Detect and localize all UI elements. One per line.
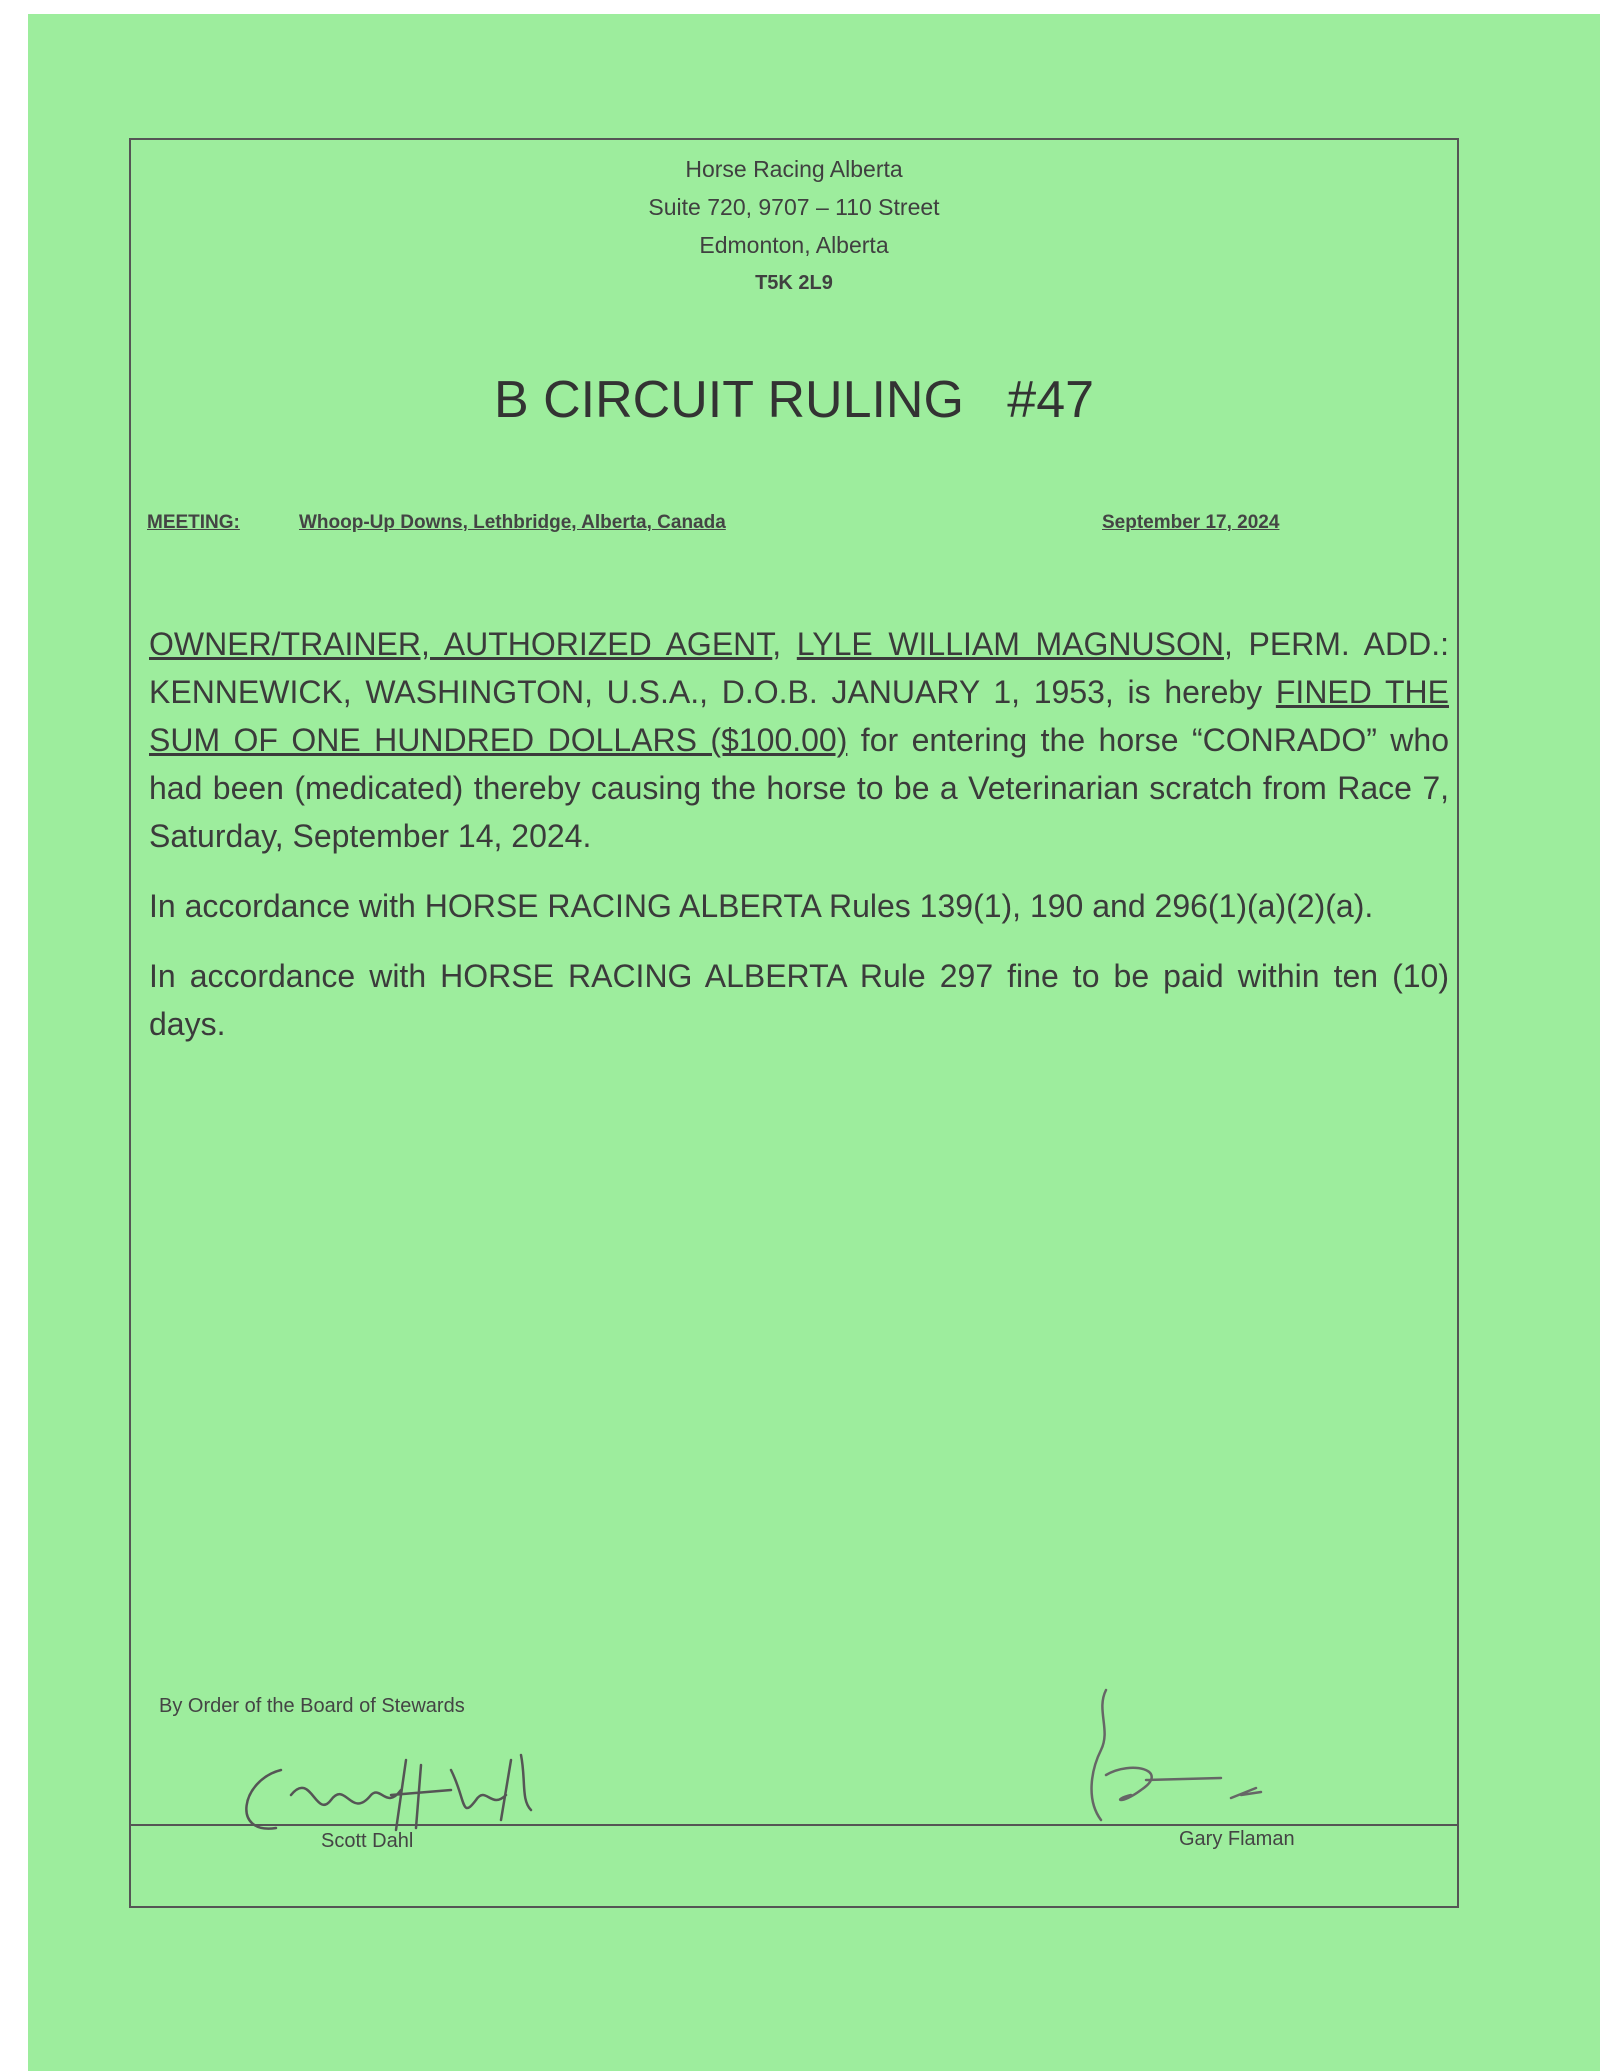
- postal-code: T5K 2L9: [755, 272, 833, 294]
- meeting-label: MEETING:: [147, 512, 240, 533]
- org-name: Horse Racing Alberta: [685, 156, 903, 182]
- accordance-payment-paragraph: In accordance with HORSE RACING ALBERTA Rule 297 fine to be paid within ten (10) days.: [149, 958, 1449, 1042]
- signature-gary-flaman: [1051, 1680, 1351, 1840]
- meeting-location: Whoop-Up Downs, Lethbridge, Alberta, Canada: [299, 512, 726, 533]
- letterhead: [131, 150, 1457, 302]
- ruling-paragraph: OWNER/TRAINER, AUTHORIZED AGENT, LYLE WILLIAM MAGNUSON, PERM. ADD.: KENNEWICK, WASHINGTON, U.S.A., D.O.B. JANUARY 1, 1953, is hereby FINED THE SUM OF ONE HUNDRED DOLLARS ($100.00) for entering the horse “CONRADO” who had been (medicated) thereby causing the horse to be a Veterinarian scratch from Race 7, Saturday, September 14, 2024.: [149, 626, 1450, 854]
- address-line-1: Suite 720, 9707 – 110 Street: [648, 194, 940, 220]
- order-of-stewards: By Order of the Board of Stewards: [159, 1695, 465, 1717]
- ruling-body: [149, 620, 1449, 1070]
- address-line-2: Edmonton, Alberta: [699, 232, 889, 258]
- accordance-rules-paragraph: In accordance with HORSE RACING ALBERTA Rules 139(1), 190 and 296(1)(a)(2)(a).: [149, 888, 1374, 924]
- licensee-name: LYLE WILLIAM MAGNUSON: [796, 626, 1224, 662]
- steward-name-right: Gary Flaman: [1179, 1828, 1295, 1850]
- fine-amount: FINED THE SUM OF ONE HUNDRED DOLLARS ($100.00): [149, 674, 1449, 758]
- signature-line: [131, 1824, 1459, 1826]
- document-border: [129, 138, 1459, 1908]
- steward-name-left: Scott Dahl: [321, 1830, 414, 1852]
- green-paper-sheet: [28, 14, 1600, 2071]
- meeting-date: September 17, 2024: [1102, 512, 1280, 533]
- ruling-title: B CIRCUIT RULING #47: [493, 371, 1095, 429]
